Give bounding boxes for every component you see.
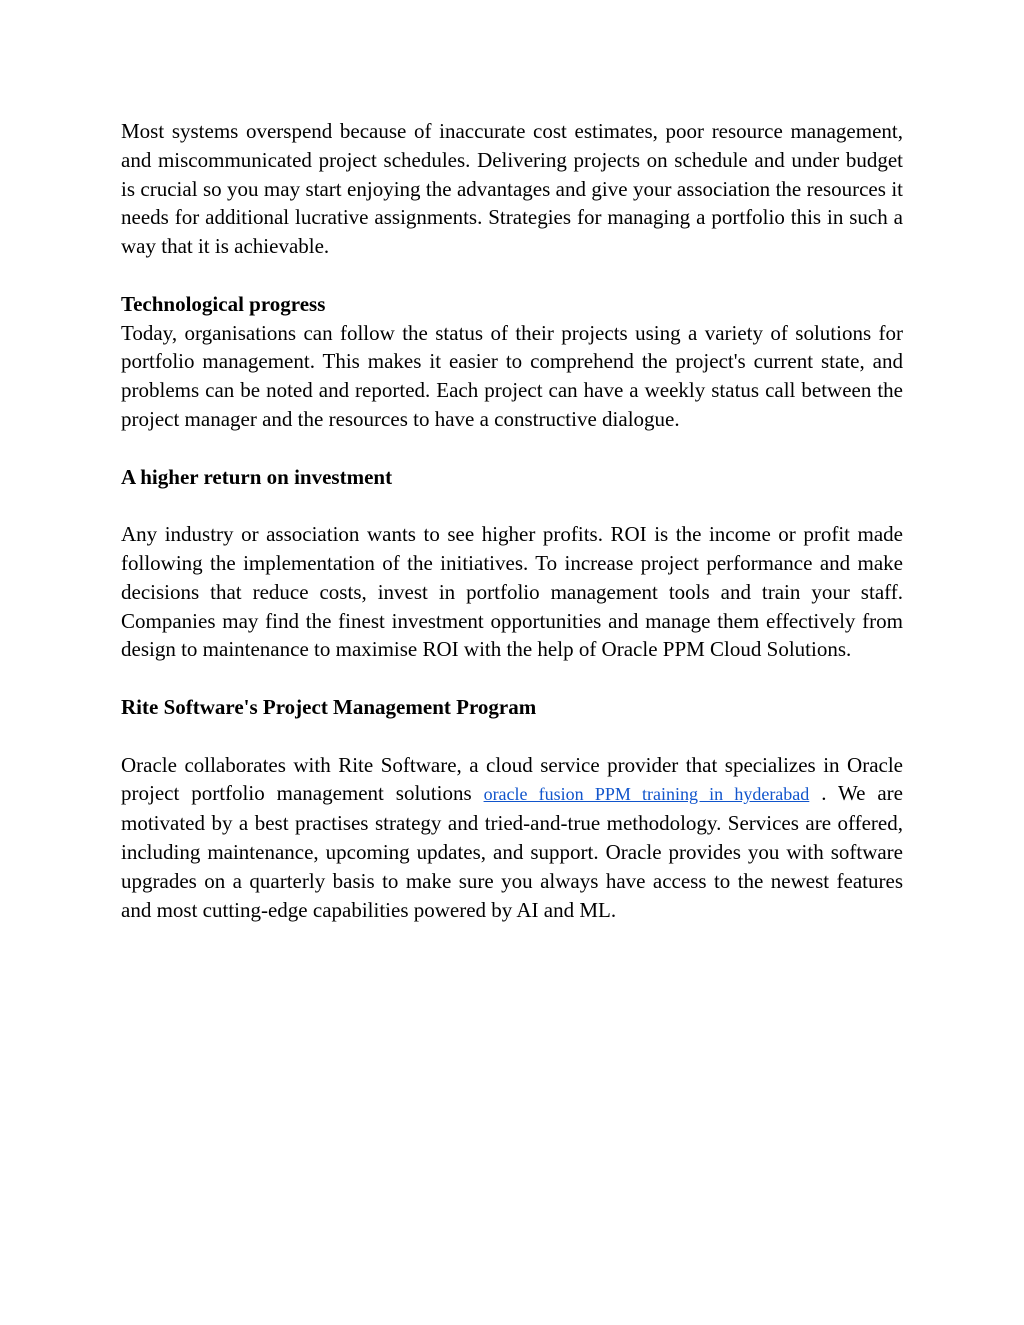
heading-technological-progress: Technological progress — [121, 291, 326, 316]
rite-software-paragraph — [121, 751, 903, 925]
rite-software-text-after-link: . We are motivated by a best practises strategy and tried-and-true methodology. Services are offered, including maintenance, upcoming updates, and support. Oracle provides you with software upgrades on a quarterly basis to make sure you always have access to the newest features and most cutting-edge capabilities powered by AI and ML. — [121, 781, 903, 922]
spacer — [121, 434, 903, 463]
higher-roi-paragraph: Any industry or association wants to see higher profits. ROI is the income or profit made following the implementation of the initiatives. To increase project performance and make decisions that reduce costs, invest in portfolio management tools and train your staff. Companies may find the finest investment opportunities and manage them effectively from design to maintenance to maximise ROI with the help of Oracle PPM Cloud Solutions. — [121, 522, 903, 662]
rite-software-text-before-link: Oracle collaborates with Rite Software, a cloud service provider that specializes in Oracle project portfolio management solutions — [121, 752, 903, 806]
technological-progress-paragraph: Today, organisations can follow the status of their projects using a variety of solutions for portfolio management. This makes it easier to comprehend the project's current state, and problems can be noted and reported. Each project can have a weekly status call between the project manager and the resources to have a constructive dialogue. — [121, 320, 903, 431]
heading-rite-software-program: Rite Software's Project Management Program — [121, 694, 537, 719]
heading-higher-roi: A higher return on investment — [121, 464, 393, 489]
document-page — [121, 117, 903, 924]
spacer — [121, 722, 903, 751]
intro-paragraph: Most systems overspend because of inaccurate cost estimates, poor resource management, and miscommunicated project schedules. Delivering projects on schedule and under budget is crucial so you may start enjoying the advantages and give your association the resources it needs for additional lucrative assignments. Strategies for managing a portfolio this in such a way that it is achievable. — [121, 119, 903, 259]
oracle-fusion-ppm-training-link[interactable]: oracle fusion PPM training in hyderabad — [483, 784, 810, 805]
spacer — [121, 664, 903, 693]
spacer — [121, 491, 903, 520]
spacer — [121, 261, 903, 290]
